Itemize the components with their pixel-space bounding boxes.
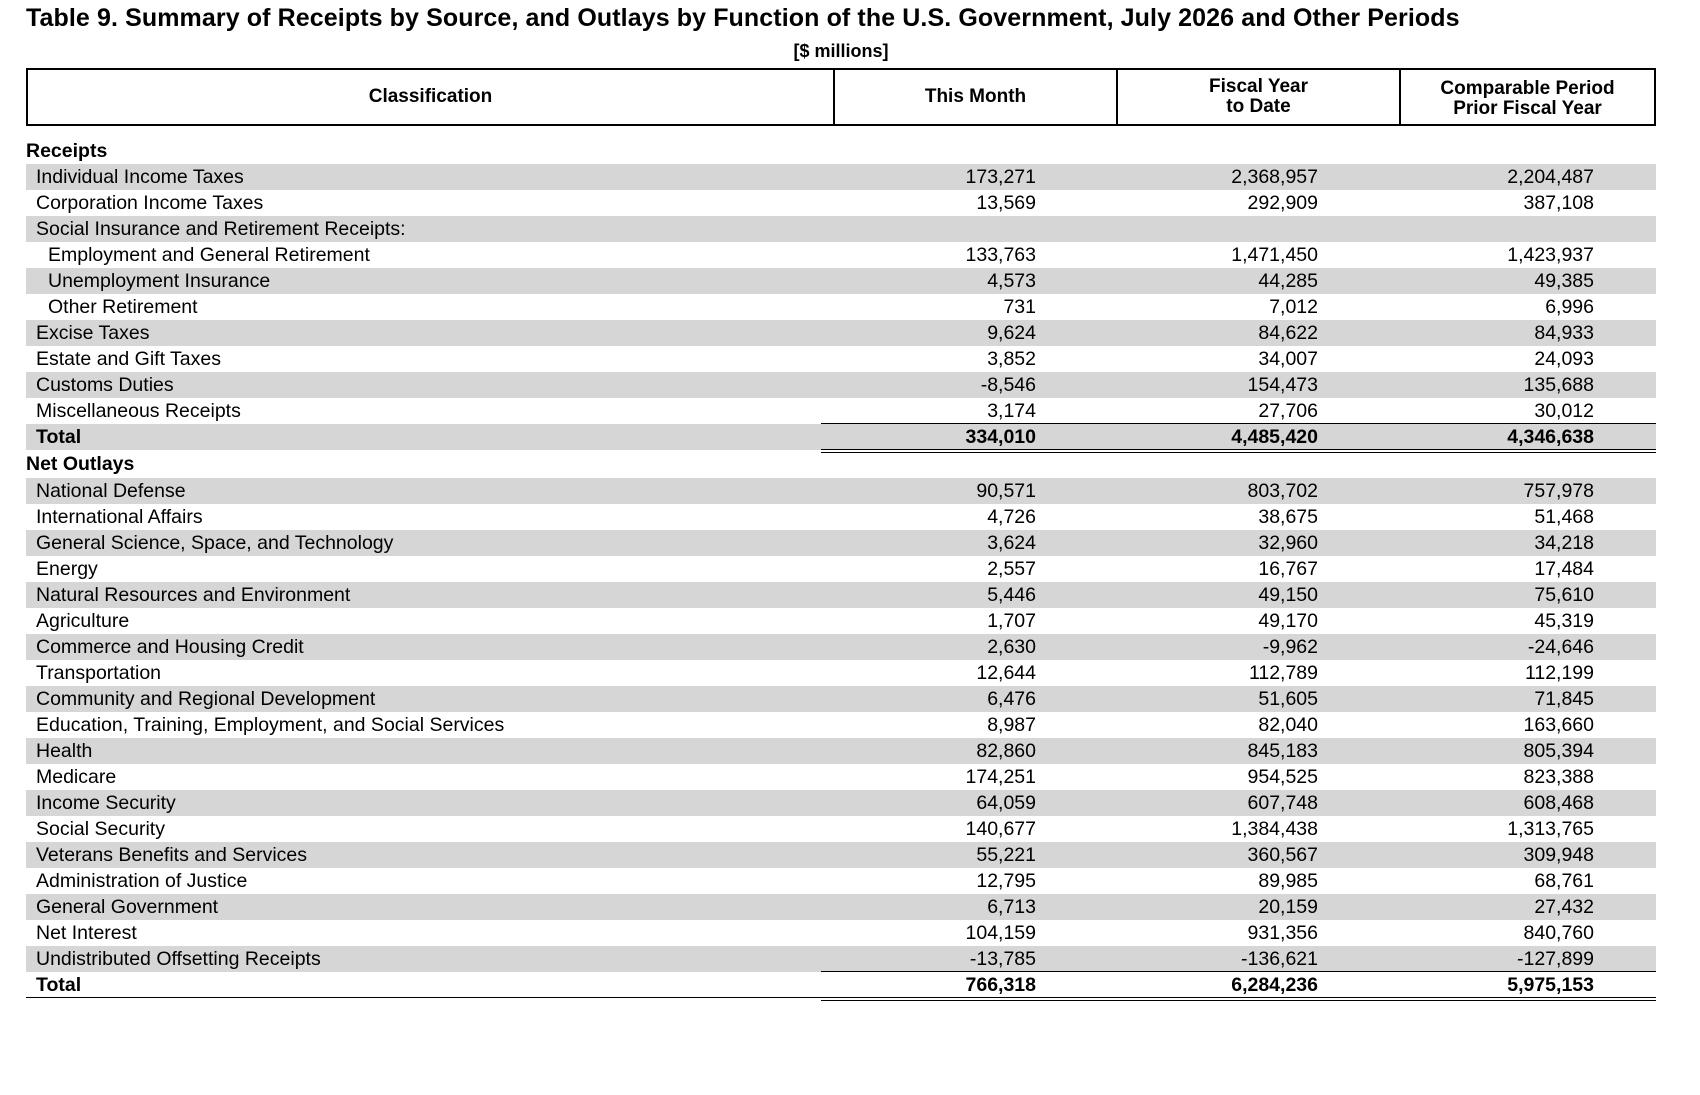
cell-this-month: 3,174 (987, 400, 1036, 422)
cell-fiscal-year-to-date: 89,985 (1258, 870, 1318, 892)
cell-this-month: 1,707 (987, 610, 1036, 632)
cell-fiscal-year-to-date: 44,285 (1258, 270, 1318, 292)
table-row (26, 660, 1656, 686)
table-row (26, 764, 1656, 790)
cell-this-month: -8,546 (980, 374, 1036, 396)
table-row (26, 268, 1656, 294)
table-row (26, 946, 1656, 972)
cell-this-month: 334,010 (965, 426, 1036, 448)
cell-fiscal-year-to-date: 27,706 (1258, 400, 1318, 422)
cell-this-month: 140,677 (965, 818, 1036, 840)
row-label: Undistributed Offsetting Receipts (36, 948, 321, 970)
cell-fiscal-year-to-date: 84,622 (1258, 322, 1318, 344)
row-label: Individual Income Taxes (36, 166, 244, 188)
col-header-prior-line1: Comparable Period (1440, 78, 1615, 99)
row-label: Customs Duties (36, 374, 174, 396)
cell-prior-fiscal-year: 1,313,765 (1507, 818, 1594, 840)
cell-prior-fiscal-year: 757,978 (1523, 480, 1594, 502)
cell-this-month: 55,221 (976, 844, 1036, 866)
col-header-fytd-line2: to Date (1226, 96, 1291, 117)
cell-prior-fiscal-year: 68,761 (1534, 870, 1594, 892)
table-row (26, 842, 1656, 868)
table-row (26, 294, 1656, 320)
table-row (26, 216, 1656, 242)
cell-this-month: -13,785 (969, 948, 1036, 970)
table-row (26, 164, 1656, 190)
row-label: General Science, Space, and Technology (36, 532, 394, 554)
table-row (26, 738, 1656, 764)
row-label: Medicare (36, 766, 117, 788)
cell-this-month: 4,726 (987, 506, 1036, 528)
row-label: Corporation Income Taxes (36, 192, 264, 214)
table-row (26, 868, 1656, 894)
cell-fiscal-year-to-date: 803,702 (1247, 480, 1318, 502)
cell-prior-fiscal-year: 4,346,638 (1507, 426, 1594, 448)
col-header-this-month: This Month (833, 70, 1116, 124)
table-row (26, 530, 1656, 556)
bottom-rule-left (26, 997, 861, 998)
cell-prior-fiscal-year: -127,899 (1517, 948, 1594, 970)
cell-this-month: 2,630 (987, 636, 1036, 658)
row-label: Total (36, 426, 82, 448)
cell-prior-fiscal-year: 30,012 (1534, 400, 1594, 422)
row-label: Agriculture (36, 610, 130, 632)
cell-prior-fiscal-year: 45,319 (1534, 610, 1594, 632)
cell-fiscal-year-to-date: 49,170 (1258, 610, 1318, 632)
cell-this-month: 4,573 (987, 270, 1036, 292)
table-row (26, 608, 1656, 634)
cell-fiscal-year-to-date: 2,368,957 (1231, 166, 1318, 188)
cell-fiscal-year-to-date: 360,567 (1247, 844, 1318, 866)
cell-this-month: 6,713 (987, 896, 1036, 918)
cell-prior-fiscal-year: 112,199 (1524, 662, 1594, 684)
cell-fiscal-year-to-date: 38,675 (1258, 506, 1318, 528)
cell-fiscal-year-to-date: 49,150 (1258, 584, 1318, 606)
cell-prior-fiscal-year: 84,933 (1534, 322, 1594, 344)
row-label: Education, Training, Employment, and Social Services (36, 714, 505, 736)
row-label: Health (36, 740, 93, 762)
row-label: Excise Taxes (36, 322, 150, 344)
cell-prior-fiscal-year: 823,388 (1523, 766, 1594, 788)
cell-fiscal-year-to-date: -136,621 (1241, 948, 1318, 970)
row-label: Natural Resources and Environment (36, 584, 351, 606)
row-label: General Government (36, 896, 219, 918)
cell-this-month: 174,251 (965, 766, 1036, 788)
total-row-outlays (26, 972, 1656, 998)
cell-this-month: 731 (1003, 296, 1036, 318)
double-rule-outlays (821, 997, 1656, 1001)
table-row (26, 686, 1656, 712)
cell-prior-fiscal-year: 387,108 (1523, 192, 1594, 214)
row-label: Veterans Benefits and Services (36, 844, 307, 866)
cell-fiscal-year-to-date: 16,767 (1258, 558, 1318, 580)
table-row (26, 556, 1656, 582)
cell-this-month: 12,795 (976, 870, 1036, 892)
table-row (26, 504, 1656, 530)
table-row (26, 712, 1656, 738)
cell-fiscal-year-to-date: -9,962 (1262, 636, 1318, 658)
row-label: Social Security (36, 818, 165, 840)
table-row (26, 920, 1656, 946)
col-header-classification: Classification (368, 86, 493, 107)
cell-prior-fiscal-year: 17,484 (1534, 558, 1594, 580)
cell-fiscal-year-to-date: 6,284,236 (1231, 974, 1318, 996)
cell-fiscal-year-to-date: 20,159 (1258, 896, 1318, 918)
row-label: Energy (36, 558, 98, 580)
cell-prior-fiscal-year: 24,093 (1534, 348, 1594, 370)
table-row (26, 478, 1656, 504)
row-label: Estate and Gift Taxes (36, 348, 221, 370)
cell-this-month: 64,059 (976, 792, 1036, 814)
cell-prior-fiscal-year: 34,218 (1534, 532, 1594, 554)
row-label: Commerce and Housing Credit (36, 636, 304, 658)
row-label: Unemployment Insurance (48, 270, 271, 292)
cell-this-month: 3,852 (987, 348, 1036, 370)
cell-prior-fiscal-year: 2,204,487 (1507, 166, 1594, 188)
table-row (26, 346, 1656, 372)
cell-fiscal-year-to-date: 7,012 (1269, 296, 1318, 318)
cell-fiscal-year-to-date: 51,605 (1258, 688, 1318, 710)
table-row (26, 790, 1656, 816)
cell-prior-fiscal-year: -24,646 (1527, 636, 1594, 658)
table-row (26, 816, 1656, 842)
col-header-fytd-line1: Fiscal Year (1209, 76, 1308, 97)
cell-this-month: 9,624 (987, 322, 1036, 344)
cell-fiscal-year-to-date: 4,485,420 (1231, 426, 1318, 448)
table-row (26, 372, 1656, 398)
table-title: Table 9. Summary of Receipts by Source, and Outlays by Function of the U.S. Government, July 2026 and Other Periods (26, 4, 1460, 32)
row-label: Transportation (36, 662, 162, 684)
cell-this-month: 3,624 (987, 532, 1036, 554)
cell-fiscal-year-to-date: 292,909 (1247, 192, 1318, 214)
total-row-receipts (26, 424, 1656, 450)
cell-this-month: 766,318 (965, 974, 1036, 996)
cell-fiscal-year-to-date: 954,525 (1247, 766, 1318, 788)
cell-this-month: 13,569 (976, 192, 1036, 214)
col-header-prior-fiscal-year (1399, 70, 1654, 124)
cell-this-month: 12,644 (976, 662, 1036, 684)
cell-prior-fiscal-year: 51,468 (1534, 506, 1594, 528)
cell-fiscal-year-to-date: 34,007 (1258, 348, 1318, 370)
table-header (26, 68, 1656, 126)
cell-prior-fiscal-year: 49,385 (1534, 270, 1594, 292)
cell-fiscal-year-to-date: 1,471,450 (1231, 244, 1318, 266)
cell-prior-fiscal-year: 135,688 (1523, 374, 1594, 396)
cell-this-month: 82,860 (976, 740, 1036, 762)
cell-prior-fiscal-year: 27,432 (1534, 896, 1594, 918)
row-label: Total (36, 974, 82, 996)
cell-fiscal-year-to-date: 154,473 (1247, 374, 1318, 396)
section-heading-receipts: Receipts (26, 140, 108, 162)
cell-fiscal-year-to-date: 931,356 (1247, 922, 1318, 944)
cell-fiscal-year-to-date: 82,040 (1258, 714, 1318, 736)
cell-prior-fiscal-year: 71,845 (1534, 688, 1594, 710)
cell-prior-fiscal-year: 6,996 (1545, 296, 1594, 318)
col-header-fiscal-year-to-date (1116, 70, 1399, 124)
cell-prior-fiscal-year: 840,760 (1523, 922, 1594, 944)
row-label: Employment and General Retirement (48, 244, 370, 266)
cell-prior-fiscal-year: 805,394 (1523, 740, 1594, 762)
table-row (26, 894, 1656, 920)
table-row (26, 190, 1656, 216)
table-row (26, 398, 1656, 424)
row-label: Administration of Justice (36, 870, 248, 892)
total-rule-outlays (821, 971, 1656, 972)
cell-this-month: 173,271 (965, 166, 1036, 188)
row-label: Income Security (36, 792, 176, 814)
cell-this-month: 104,159 (965, 922, 1036, 944)
cell-fiscal-year-to-date: 32,960 (1258, 532, 1318, 554)
cell-fiscal-year-to-date: 845,183 (1247, 740, 1318, 762)
cell-prior-fiscal-year: 163,660 (1523, 714, 1594, 736)
cell-prior-fiscal-year: 608,468 (1523, 792, 1594, 814)
cell-prior-fiscal-year: 75,610 (1534, 584, 1594, 606)
row-label: Miscellaneous Receipts (36, 400, 241, 422)
units-label: [$ millions] (793, 41, 889, 61)
section-heading-outlays: Net Outlays (26, 453, 135, 475)
table-row (26, 242, 1656, 268)
cell-this-month: 5,446 (987, 584, 1036, 606)
cell-this-month: 8,987 (987, 714, 1036, 736)
cell-prior-fiscal-year: 1,423,937 (1507, 244, 1594, 266)
cell-this-month: 90,571 (976, 480, 1036, 502)
cell-fiscal-year-to-date: 1,384,438 (1231, 818, 1318, 840)
row-label: National Defense (36, 480, 186, 502)
row-label: Social Insurance and Retirement Receipts: (36, 218, 406, 240)
total-rule-receipts (821, 423, 1656, 424)
row-label: Community and Regional Development (36, 688, 376, 710)
table-row (26, 634, 1656, 660)
cell-this-month: 2,557 (987, 558, 1036, 580)
cell-this-month: 133,763 (965, 244, 1036, 266)
table-row (26, 320, 1656, 346)
col-header-prior-line2: Prior Fiscal Year (1453, 98, 1602, 119)
cell-fiscal-year-to-date: 112,789 (1248, 662, 1318, 684)
cell-fiscal-year-to-date: 607,748 (1247, 792, 1318, 814)
cell-this-month: 6,476 (987, 688, 1036, 710)
row-label: International Affairs (36, 506, 203, 528)
table-row (26, 582, 1656, 608)
row-label: Other Retirement (48, 296, 198, 318)
cell-prior-fiscal-year: 5,975,153 (1507, 974, 1594, 996)
cell-prior-fiscal-year: 309,948 (1523, 844, 1594, 866)
row-label: Net Interest (36, 922, 137, 944)
